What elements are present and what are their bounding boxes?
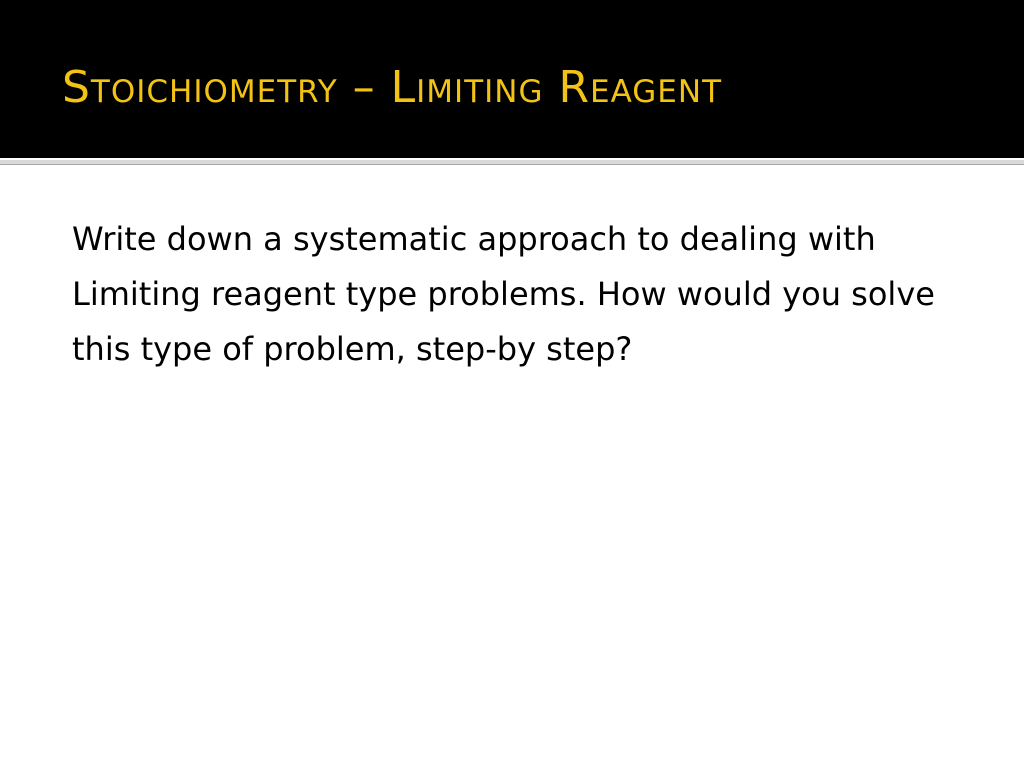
slide-body-text: Write down a systematic approach to dealing with Limiting reagent type problems. How would you solve this type of problem, step-by step?: [72, 220, 935, 368]
title-divider: [0, 160, 1024, 165]
slide-title: Stoichiometry – Limiting Reagent: [62, 62, 723, 113]
